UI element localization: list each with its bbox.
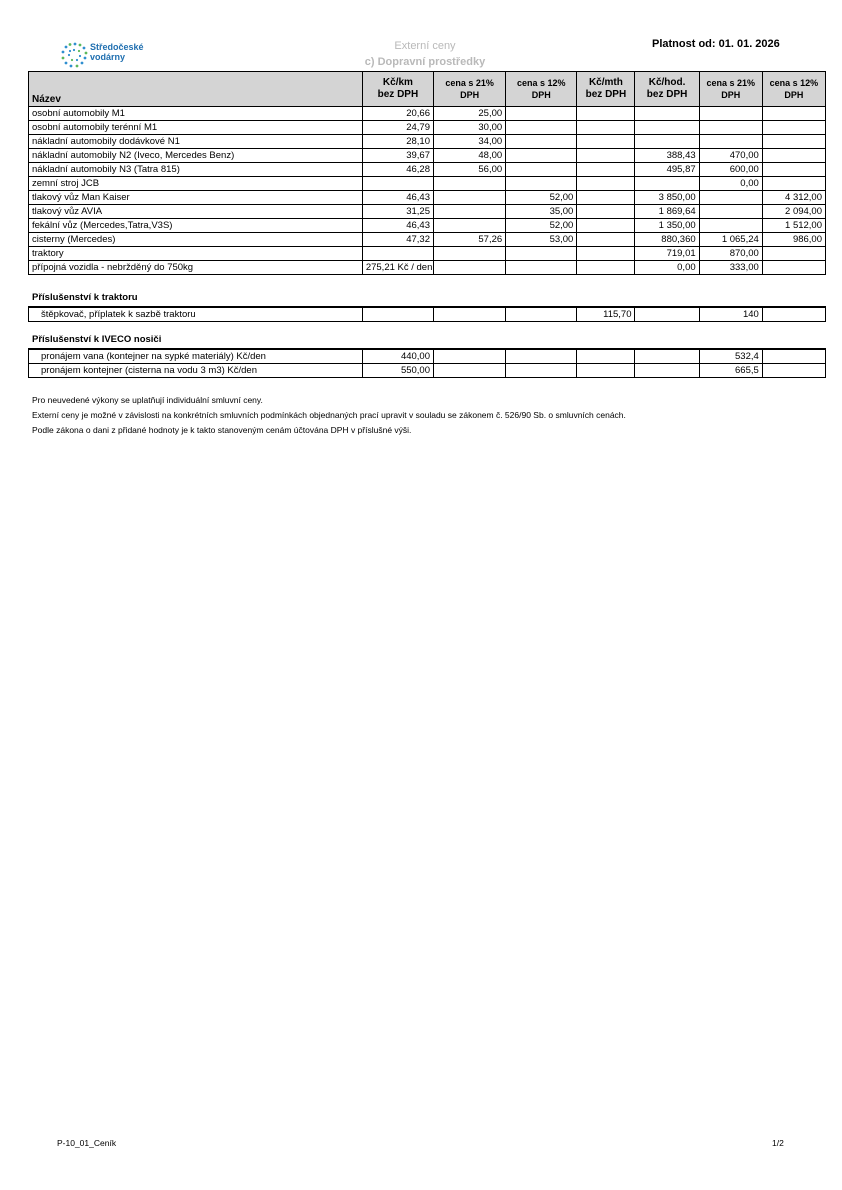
value-cell: 0,00	[635, 261, 699, 275]
value-cell	[635, 177, 699, 191]
value-cell	[762, 349, 825, 364]
column-header: cena s 21% DPH	[699, 72, 762, 107]
value-cell: 48,00	[434, 149, 506, 163]
value-cell	[762, 107, 825, 121]
row-name-cell: zemní stroj JCB	[29, 177, 363, 191]
value-cell	[762, 247, 825, 261]
vehicle-price-table	[28, 71, 826, 275]
value-cell: 56,00	[434, 163, 506, 177]
iveco-accessories-table	[28, 348, 826, 378]
notes	[32, 393, 626, 438]
row-name-cell: osobní automobily terénní M1	[29, 121, 363, 135]
value-cell	[434, 177, 506, 191]
document-title: Externí ceny	[394, 40, 456, 52]
table-row	[29, 205, 826, 219]
section-title-tractor: Příslušenství k traktoru	[32, 292, 138, 303]
value-cell	[434, 219, 506, 233]
note-line: Pro neuvedené výkony se uplatňují individuální smluvní ceny.	[32, 395, 263, 405]
table-row	[29, 177, 826, 191]
column-header: cena s 12% DPH	[506, 72, 577, 107]
footer-page-number: 1/2	[772, 1138, 784, 1148]
note-line: Externí ceny je možné v závislosti na konkrétních smluvních podmínkách objednaných prací upravit v souladu se zákonem č. 526/90 Sb. o smluvních cenách.	[32, 410, 626, 420]
value-cell: 1 065,24	[699, 233, 762, 247]
logo-line-2: vodárny	[90, 52, 126, 62]
value-cell	[506, 307, 577, 322]
value-cell: 986,00	[762, 233, 825, 247]
value-cell	[434, 364, 506, 378]
value-cell	[362, 307, 433, 322]
table-row	[29, 364, 826, 378]
value-cell	[699, 191, 762, 205]
value-cell	[762, 307, 825, 322]
value-cell: 388,43	[635, 149, 699, 163]
value-cell	[699, 219, 762, 233]
column-header: cena s 21% DPH	[434, 72, 506, 107]
value-cell	[506, 135, 577, 149]
value-cell	[762, 149, 825, 163]
value-cell: 470,00	[699, 149, 762, 163]
value-cell: 30,00	[434, 121, 506, 135]
value-cell: 28,10	[362, 135, 433, 149]
column-header: Kč/km bez DPH	[362, 72, 433, 107]
tractor-accessories-table	[28, 306, 826, 322]
value-cell: 35,00	[506, 205, 577, 219]
value-cell: 20,66	[362, 107, 433, 121]
value-cell: 495,87	[635, 163, 699, 177]
value-cell	[762, 121, 825, 135]
value-cell	[577, 219, 635, 233]
value-cell: 46,28	[362, 163, 433, 177]
value-cell	[577, 163, 635, 177]
table-row	[29, 233, 826, 247]
row-name-cell: cisterny (Mercedes)	[29, 233, 363, 247]
column-header: Kč/hod. bez DPH	[635, 72, 699, 107]
value-cell: 1 350,00	[635, 219, 699, 233]
value-cell: 600,00	[699, 163, 762, 177]
value-cell: 275,21 Kč / den	[362, 261, 433, 275]
row-name-cell: pronájem vana (kontejner na sypké materiály) Kč/den	[29, 349, 363, 364]
value-cell	[577, 191, 635, 205]
footer-doc-id: P-10_01_Ceník	[57, 1138, 117, 1148]
value-cell	[762, 177, 825, 191]
value-cell: 0,00	[699, 177, 762, 191]
value-cell: 665,5	[699, 364, 762, 378]
value-cell: 1 512,00	[762, 219, 825, 233]
row-name-cell: osobní automobily M1	[29, 107, 363, 121]
table-row	[29, 219, 826, 233]
value-cell: 115,70	[577, 307, 635, 322]
validity-date: Platnost od: 01. 01. 2026	[652, 38, 780, 50]
value-cell: 46,43	[362, 191, 433, 205]
value-cell	[506, 107, 577, 121]
value-cell: 47,32	[362, 233, 433, 247]
value-cell	[577, 247, 635, 261]
value-cell	[635, 349, 699, 364]
value-cell	[762, 364, 825, 378]
value-cell	[577, 205, 635, 219]
vehicle-price-rows	[29, 107, 826, 275]
value-cell: 46,43	[362, 219, 433, 233]
value-cell: 4 312,00	[762, 191, 825, 205]
value-cell	[434, 247, 506, 261]
row-name-cell: nákladní automobily dodávkové N1	[29, 135, 363, 149]
value-cell	[506, 163, 577, 177]
value-cell: 1 869,64	[635, 205, 699, 219]
value-cell	[762, 261, 825, 275]
value-cell: 3 850,00	[635, 191, 699, 205]
column-header: Kč/mth bez DPH	[577, 72, 635, 107]
value-cell: 140	[699, 307, 762, 322]
value-cell: 31,25	[362, 205, 433, 219]
value-cell: 52,00	[506, 191, 577, 205]
value-cell	[577, 177, 635, 191]
table-row	[29, 307, 826, 322]
value-cell	[635, 135, 699, 149]
value-cell	[762, 135, 825, 149]
value-cell	[506, 121, 577, 135]
table-row	[29, 163, 826, 177]
table-row	[29, 149, 826, 163]
note-line: Podle zákona o dani z přidané hodnoty je k takto stanoveným cenám účtována DPH v příslušné výši.	[32, 425, 412, 435]
table-row	[29, 121, 826, 135]
value-cell	[699, 107, 762, 121]
value-cell: 440,00	[362, 349, 433, 364]
column-header: Název	[29, 72, 363, 107]
row-name-cell: nákladní automobily N3 (Tatra 815)	[29, 163, 363, 177]
tractor-accessories-rows	[29, 307, 826, 322]
section-title-iveco: Příslušenství k IVECO nosiči	[32, 334, 162, 345]
document-subtitle: c) Dopravní prostředky	[364, 56, 486, 68]
value-cell	[506, 261, 577, 275]
value-cell	[762, 163, 825, 177]
value-cell: 550,00	[362, 364, 433, 378]
value-cell: 39,67	[362, 149, 433, 163]
logo-line-1: Středočeské	[90, 42, 144, 52]
table-row	[29, 261, 826, 275]
table-row	[29, 349, 826, 364]
value-cell	[699, 205, 762, 219]
value-cell	[699, 121, 762, 135]
row-name-cell: nákladní automobily N2 (Iveco, Mercedes Benz)	[29, 149, 363, 163]
value-cell: 880,360	[635, 233, 699, 247]
table-row	[29, 107, 826, 121]
value-cell	[506, 149, 577, 163]
value-cell	[577, 364, 635, 378]
row-name-cell: štěpkovač, příplatek k sazbě traktoru	[29, 307, 363, 322]
value-cell: 34,00	[434, 135, 506, 149]
iveco-accessories-rows	[29, 349, 826, 378]
logo-wordmark	[90, 42, 144, 62]
row-name-cell: tlakový vůz AVIA	[29, 205, 363, 219]
value-cell	[434, 261, 506, 275]
row-name-cell: fekální vůz (Mercedes,Tatra,V3S)	[29, 219, 363, 233]
value-cell	[577, 121, 635, 135]
value-cell	[577, 149, 635, 163]
document-heading	[300, 38, 550, 70]
column-header: cena s 12% DPH	[762, 72, 825, 107]
value-cell	[577, 233, 635, 247]
value-cell	[506, 364, 577, 378]
value-cell: 2 094,00	[762, 205, 825, 219]
value-cell	[362, 247, 433, 261]
value-cell	[362, 177, 433, 191]
row-name-cell: tlakový vůz Man Kaiser	[29, 191, 363, 205]
value-cell: 25,00	[434, 107, 506, 121]
table-header-row	[29, 72, 826, 107]
row-name-cell: přípojná vozidla - nebržděný do 750kg	[29, 261, 363, 275]
value-cell: 57,26	[434, 233, 506, 247]
value-cell	[434, 191, 506, 205]
value-cell	[577, 107, 635, 121]
value-cell	[635, 107, 699, 121]
value-cell	[506, 177, 577, 191]
value-cell	[577, 135, 635, 149]
value-cell	[434, 307, 506, 322]
value-cell: 52,00	[506, 219, 577, 233]
value-cell	[635, 364, 699, 378]
table-row	[29, 135, 826, 149]
value-cell	[506, 247, 577, 261]
value-cell: 870,00	[699, 247, 762, 261]
value-cell	[434, 205, 506, 219]
value-cell	[635, 307, 699, 322]
value-cell	[635, 121, 699, 135]
value-cell	[577, 349, 635, 364]
table-row	[29, 191, 826, 205]
value-cell: 532,4	[699, 349, 762, 364]
value-cell	[434, 349, 506, 364]
row-name-cell: traktory	[29, 247, 363, 261]
value-cell: 53,00	[506, 233, 577, 247]
value-cell	[506, 349, 577, 364]
value-cell: 333,00	[699, 261, 762, 275]
table-row	[29, 247, 826, 261]
value-cell: 719,01	[635, 247, 699, 261]
value-cell: 24,79	[362, 121, 433, 135]
row-name-cell: pronájem kontejner (cisterna na vodu 3 m3) Kč/den	[29, 364, 363, 378]
value-cell	[577, 261, 635, 275]
value-cell	[699, 135, 762, 149]
